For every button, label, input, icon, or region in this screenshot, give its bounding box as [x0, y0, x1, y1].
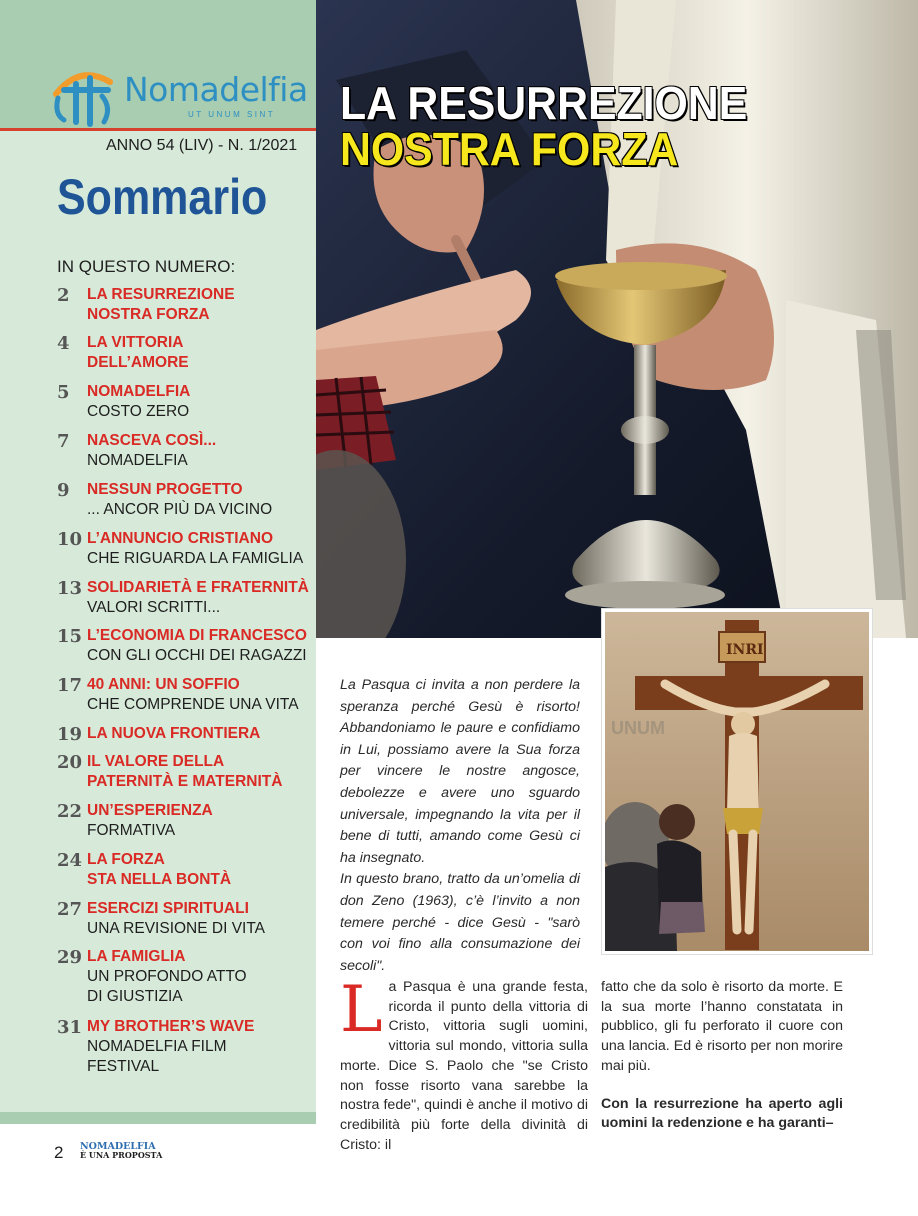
toc-subtitle: ... ANCOR PIÙ DA VICINO: [87, 501, 273, 518]
toc-subtitle: NOMADELFIA FILM: [87, 1038, 227, 1055]
magazine-footer-title: [80, 1142, 162, 1160]
toc-title: SOLIDARIETÀ E FRATERNITÀ: [87, 579, 309, 596]
toc-title: MY BROTHER’S WAVE: [87, 1018, 255, 1035]
toc-subtitle: UN PROFONDO ATTO: [87, 968, 247, 985]
toc-subtitle: DELL’AMORE: [87, 354, 189, 371]
toc-title: L’ANNUNCIO CRISTIANO: [87, 530, 273, 547]
toc-page-number: 22: [57, 801, 83, 822]
body-text-bold: Con la resurrezione ha aperto agli uomini la redenzione e ha garanti–: [601, 1095, 843, 1132]
toc-title: NASCEVA COSÌ...: [87, 432, 217, 449]
header-divider: [0, 128, 316, 131]
toc-page-number: 27: [57, 899, 83, 920]
logo-motto: UT UNUM SINT: [188, 110, 276, 119]
toc-subtitle-continued: DI GIUSTIZIA: [87, 988, 183, 1005]
toc-subtitle: CON GLI OCCHI DEI RAGAZZI: [87, 647, 307, 664]
logo-wordmark: Nomadelfia: [124, 70, 308, 109]
page-title: Sommario: [57, 169, 268, 225]
drop-cap: L: [340, 973, 383, 1047]
body-text: fatto che da solo è risorto da morte. E la sua morte l’hanno constatata in pubblico, gli fu perforato il cuore con una lancia. Ed è risorto per non morire mai più.: [601, 979, 843, 1074]
nomadelfia-logo: [50, 64, 316, 128]
toc-page-number: 5: [57, 382, 70, 403]
footer-mag-name: NOMADELFIA: [80, 1141, 156, 1152]
toc-page-number: 2: [57, 285, 70, 306]
headline-line-2: NOSTRA FORZA: [340, 123, 679, 175]
toc-title: NESSUN PROGETTO: [87, 481, 243, 498]
toc-page-number: 29: [57, 947, 83, 968]
toc-title: UN’ESPERIENZA: [87, 802, 213, 819]
toc-page-number: 7: [57, 431, 70, 452]
toc-subtitle: NOSTRA FORZA: [87, 306, 210, 323]
toc-subtitle: CHE RIGUARDA LA FAMIGLIA: [87, 550, 304, 567]
toc-page-number: 13: [57, 578, 83, 599]
toc-title: IL VALORE DELLA: [87, 753, 225, 770]
toc-title: 40 ANNI: UN SOFFIO: [87, 676, 240, 693]
page-number: 2: [54, 1143, 64, 1162]
toc-subtitle: PATERNITÀ E MATERNITÀ: [87, 773, 283, 790]
toc-title: LA VITTORIA: [87, 334, 184, 351]
toc-page-number: 20: [57, 752, 83, 773]
toc-page-number: 4: [57, 333, 70, 354]
body-text: a Pasqua è una grande festa, ricorda il punto della vittoria di Cristo, vittoria sugli uomini, vittoria sul mondo, vittoria sulla morte. Dice S. Paolo che "se Cristo non fosse risorto vana sarebbe la nostra fede", quindi è anche il motivo di credibilità più forte della divinità di Cristo: il: [340, 979, 588, 1153]
toc-subtitle: VALORI SCRITTI...: [87, 599, 221, 616]
cross-inscription: INRI: [726, 642, 764, 658]
toc-page-number: 19: [57, 724, 83, 745]
intro-paragraph: In questo brano, tratto da un’omelia di don Zeno (1963), c’è l’invito a non temere perché - dice Gesù - "sarò con voi fino alla consumazione dei secoli".: [340, 871, 580, 974]
toc-heading: IN QUESTO NUMERO:: [57, 257, 236, 276]
toc-subtitle: UNA REVISIONE DI VITA: [87, 920, 266, 937]
toc-page-number: 31: [57, 1017, 83, 1038]
article-headline: [340, 77, 748, 175]
issue-number: ANNO 54 (LIV) - N. 1/2021: [106, 137, 298, 154]
toc-subtitle: NOMADELFIA: [87, 452, 188, 469]
toc-title: LA FAMIGLIA: [87, 948, 186, 965]
intro-paragraph: La Pasqua ci invita a non perdere la speranza perché Gesù è risorto! Abbandoniamo le paure e confidiamo in Lui, possiamo avere la Sua forza per vincere le nostre angosce, debolezze e avere uno sguardo universale, impegnando la vita per il bene di tutti, amando come Gesù ci ha insegnato.: [340, 677, 580, 866]
footer-mag-tagline: È UNA PROPOSTA: [80, 1150, 163, 1160]
toc-page-number: 17: [57, 675, 83, 696]
toc-title: LA NUOVA FRONTIERA: [87, 725, 261, 742]
body-column-1: [340, 973, 588, 1155]
sidebar-footer-band: [0, 1112, 316, 1124]
body-column-2: [601, 978, 843, 1134]
toc-subtitle: FORMATIVA: [87, 822, 176, 839]
toc-page-number: 10: [57, 529, 83, 550]
toc-title: L’ECONOMIA DI FRANCESCO: [87, 627, 307, 644]
headline-line-1: LA RESURREZIONE: [340, 77, 748, 129]
crucifix-photo: [602, 609, 872, 954]
wall-lettering: UNUM: [611, 718, 665, 738]
toc-subtitle: STA NELLA BONTÀ: [87, 871, 232, 888]
toc-title: LA FORZA: [87, 851, 165, 868]
article-intro: [340, 675, 580, 977]
toc-title: NOMADELFIA: [87, 383, 191, 400]
toc-subtitle: CHE COMPRENDE UNA VITA: [87, 696, 299, 713]
toc-title: ESERCIZI SPIRITUALI: [87, 900, 249, 917]
toc-page-number: 15: [57, 626, 83, 647]
logo-emblem-icon: [50, 64, 124, 128]
toc-title: LA RESURREZIONE: [87, 286, 235, 303]
toc-subtitle: COSTO ZERO: [87, 403, 190, 420]
toc-page-number: 9: [57, 480, 70, 501]
toc-page-number: 24: [57, 850, 83, 871]
toc-subtitle-continued: FESTIVAL: [87, 1058, 160, 1075]
